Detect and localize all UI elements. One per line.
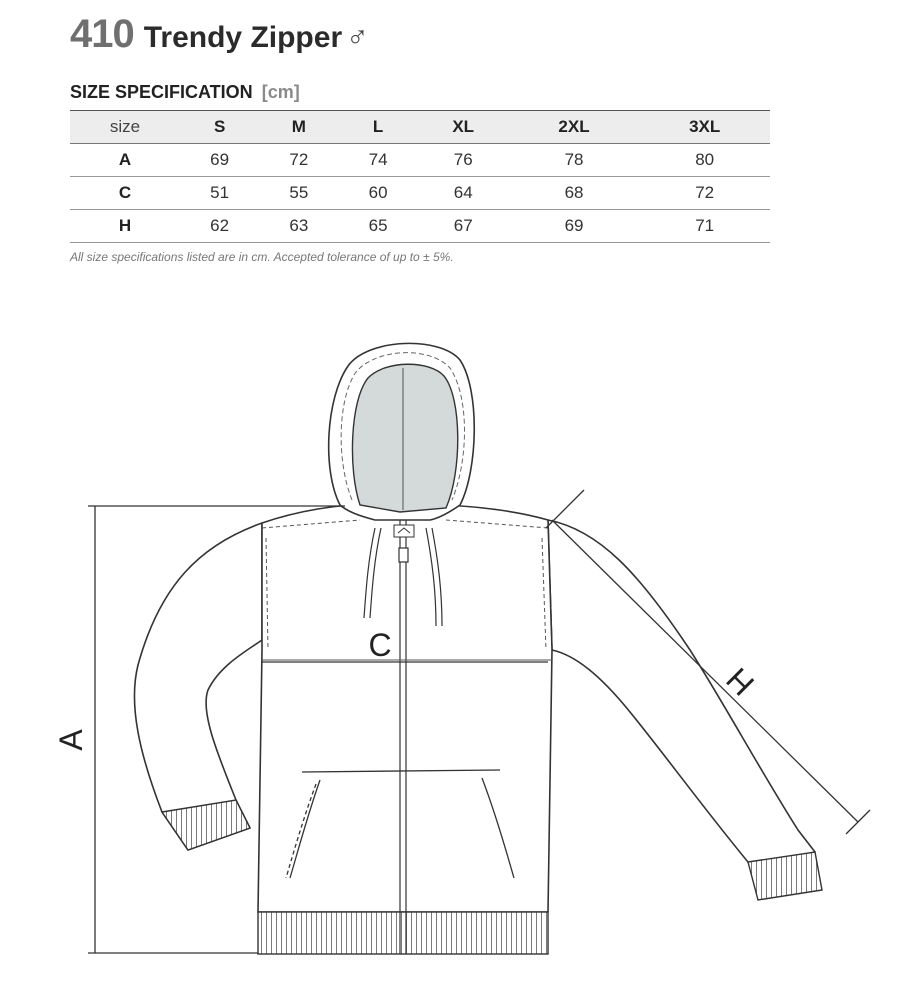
table-cell: 78 <box>509 144 640 177</box>
spec-heading-text: SIZE SPECIFICATION <box>70 82 253 102</box>
product-name: Trendy Zipper <box>143 21 343 54</box>
table-cell: 68 <box>509 177 640 210</box>
table-cell: 76 <box>418 144 509 177</box>
table-cell: 60 <box>338 177 417 210</box>
table-cell: 63 <box>259 210 338 243</box>
spec-unit: [cm] <box>261 82 300 102</box>
hood-lining <box>352 364 457 512</box>
header-cell: XL <box>418 111 509 144</box>
header-cell: 3XL <box>639 111 770 144</box>
dimension-label-h: H <box>719 660 762 703</box>
table-cell: 69 <box>509 210 640 243</box>
table-cell: 65 <box>338 210 417 243</box>
header-cell: S <box>180 111 259 144</box>
tolerance-note: All size specifications listed are in cm. Accepted tolerance of up to ± 5%. <box>70 250 454 264</box>
header-cell: 2XL <box>509 111 640 144</box>
row-label: C <box>70 177 180 210</box>
header-cell: M <box>259 111 338 144</box>
dimension-label-a: A <box>53 729 89 751</box>
table-cell: 74 <box>338 144 417 177</box>
dimension-label-c: C <box>368 627 392 663</box>
row-label: A <box>70 144 180 177</box>
table-cell: 55 <box>259 177 338 210</box>
header-cell: size <box>70 111 180 144</box>
zipper-pull <box>399 548 408 562</box>
table-cell: 64 <box>418 177 509 210</box>
table-cell: 51 <box>180 177 259 210</box>
table-cell: 72 <box>639 177 770 210</box>
table-cell: 71 <box>639 210 770 243</box>
table-cell: 62 <box>180 210 259 243</box>
product-code: 410 <box>70 12 134 56</box>
header-cell: L <box>338 111 417 144</box>
table-cell: 67 <box>418 210 509 243</box>
table-cell: 72 <box>259 144 338 177</box>
row-label: H <box>70 210 180 243</box>
male-symbol-icon: ♂ <box>346 21 369 54</box>
waistband <box>258 912 548 954</box>
table-cell: 69 <box>180 144 259 177</box>
table-cell: 80 <box>639 144 770 177</box>
neck-label <box>394 525 414 537</box>
